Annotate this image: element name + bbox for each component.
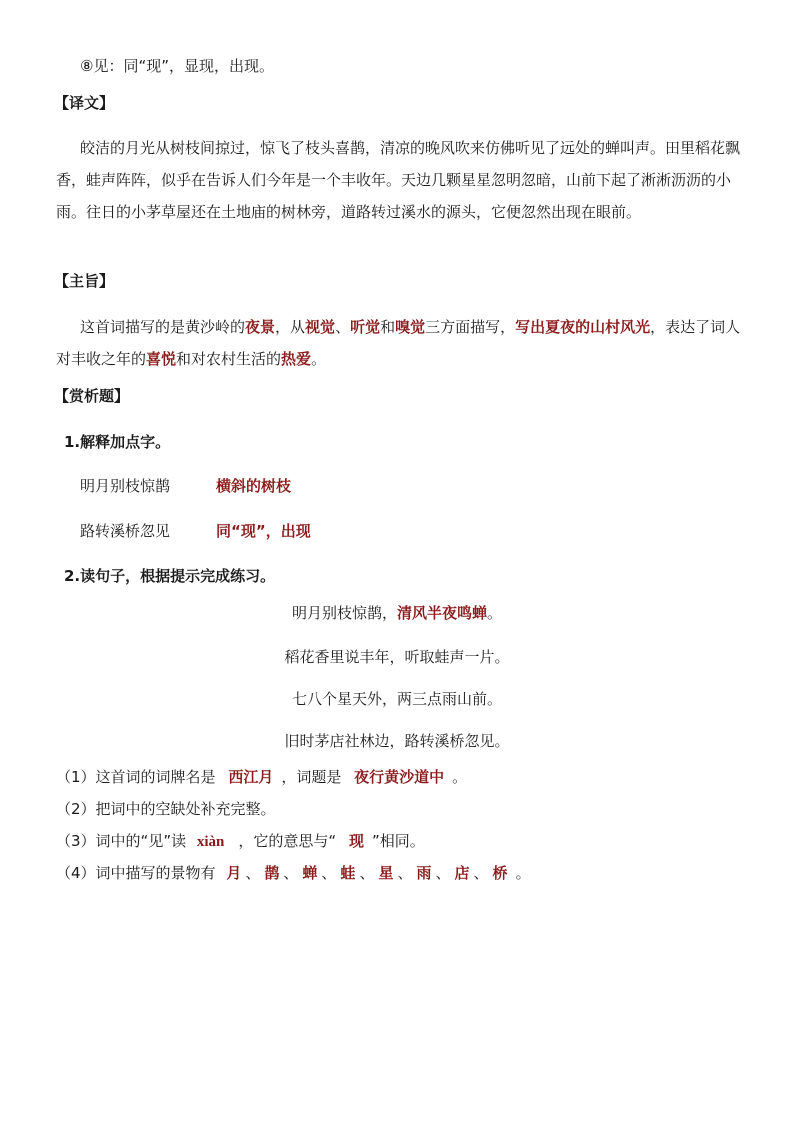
poem-line-1	[0, 603, 794, 623]
appreciation-heading: 【赏析题】	[54, 387, 130, 405]
poem-answer: 清风半夜鸣蝉	[396, 604, 487, 622]
note-8: ⑧见：同“现”，显现，出现。	[80, 57, 274, 75]
theme-answer: 视觉	[305, 318, 336, 336]
poem-line-3: 七八个星天外，两三点雨山前。	[291, 690, 502, 708]
theme-answer: 喜悦	[146, 350, 177, 368]
theme-text-part: 这首词描写的是黄沙岭的	[80, 318, 246, 336]
sub-text: ”相同。	[371, 832, 425, 850]
q2-sub-2: （2）把词中的空缺处补充完整。	[56, 800, 276, 818]
theme-answer: 夜景	[245, 318, 276, 336]
theme-text-part: ，从	[275, 318, 306, 336]
sep: 、	[283, 864, 299, 882]
q2-sub-4	[56, 863, 531, 883]
sep: 、	[321, 864, 337, 882]
sub-answer: 夜行黄沙道中	[354, 768, 445, 786]
sep: 、	[435, 864, 451, 882]
theme-text-part: 和	[380, 318, 396, 336]
q2-title: 2.读句子，根据提示完成练习。	[64, 567, 276, 585]
sub-text: （1）这首词的词牌名是	[56, 768, 216, 786]
scene-item: 月	[226, 864, 242, 882]
theme-answer: 嗅觉	[395, 318, 426, 336]
q1-phrase-2: 路转溪桥忽见	[80, 522, 171, 540]
sub-text: （4）词中描写的景物有	[56, 864, 216, 882]
sep: 、	[359, 864, 375, 882]
theme-text-part: 三方面描写，	[425, 318, 516, 336]
scene-item: 蛙	[340, 864, 356, 882]
sub-text: 。	[452, 768, 468, 786]
sub-answer: 西江月	[228, 768, 274, 786]
poem-text: 。	[487, 604, 503, 622]
sep: 、	[473, 864, 489, 882]
sub-answer: 现	[348, 832, 364, 850]
theme-answer: 写出夏夜的山村风光	[515, 318, 651, 336]
scene-item: 蝉	[302, 864, 318, 882]
sep: 、	[245, 864, 261, 882]
poem-text: 明月别枝惊鹊，	[291, 604, 397, 622]
scene-item: 店	[454, 864, 470, 882]
q1-answer-2: 同“现”，出现	[216, 522, 311, 540]
scene-item: 鹊	[264, 864, 280, 882]
theme-text-part: 和对农村生活的	[176, 350, 282, 368]
q1-title: 1.解释加点字。	[64, 433, 171, 451]
q1-answer-1: 横斜的树枝	[216, 477, 292, 495]
poem-line-4: 旧时茅店社林边，路转溪桥忽见。	[284, 732, 510, 750]
q2-sub-1	[56, 767, 467, 787]
scene-item: 雨	[416, 864, 432, 882]
theme-text-part: ，表达了词人对丰收之年的	[56, 318, 741, 368]
sub-answer: xiàn	[196, 834, 225, 850]
theme-answer: 热爱	[281, 350, 312, 368]
translation-text: 皎洁的月光从树枝间掠过，惊飞了枝头喜鹊，清凉的晚风吹来仿佛听见了远处的蝉叫声。田里稻花飘香，蛙声阵阵，似乎在告诉人们今年是一个丰收年。天边几颗星星忽明忽暗，山前下起了淅淅沥沥的小雨。往日的小茅草屋还在土地庙的树林旁，道路转过溪水的源头，它便忽然出现在眼前。	[56, 139, 741, 221]
sub-text: ，词题是	[281, 768, 342, 786]
sub-text: （3）词中的“见”读	[56, 832, 187, 850]
theme-text	[56, 311, 746, 375]
sep: 、	[397, 864, 413, 882]
theme-answer: 听觉	[350, 318, 381, 336]
theme-text-part: 。	[311, 350, 327, 368]
poem-line-2: 稻花香里说丰年，听取蛙声一片。	[284, 648, 510, 666]
theme-text-part: 、	[335, 318, 351, 336]
theme-heading: 【主旨】	[54, 272, 115, 290]
q2-sub-3	[56, 831, 425, 852]
sub-text: 。	[515, 864, 531, 882]
translation-heading: 【译文】	[54, 94, 115, 112]
scene-item: 桥	[492, 864, 508, 882]
q1-phrase-1: 明月别枝惊鹊	[80, 477, 171, 495]
sub-text: ，它的意思与“	[238, 832, 337, 850]
scene-item: 星	[378, 864, 394, 882]
